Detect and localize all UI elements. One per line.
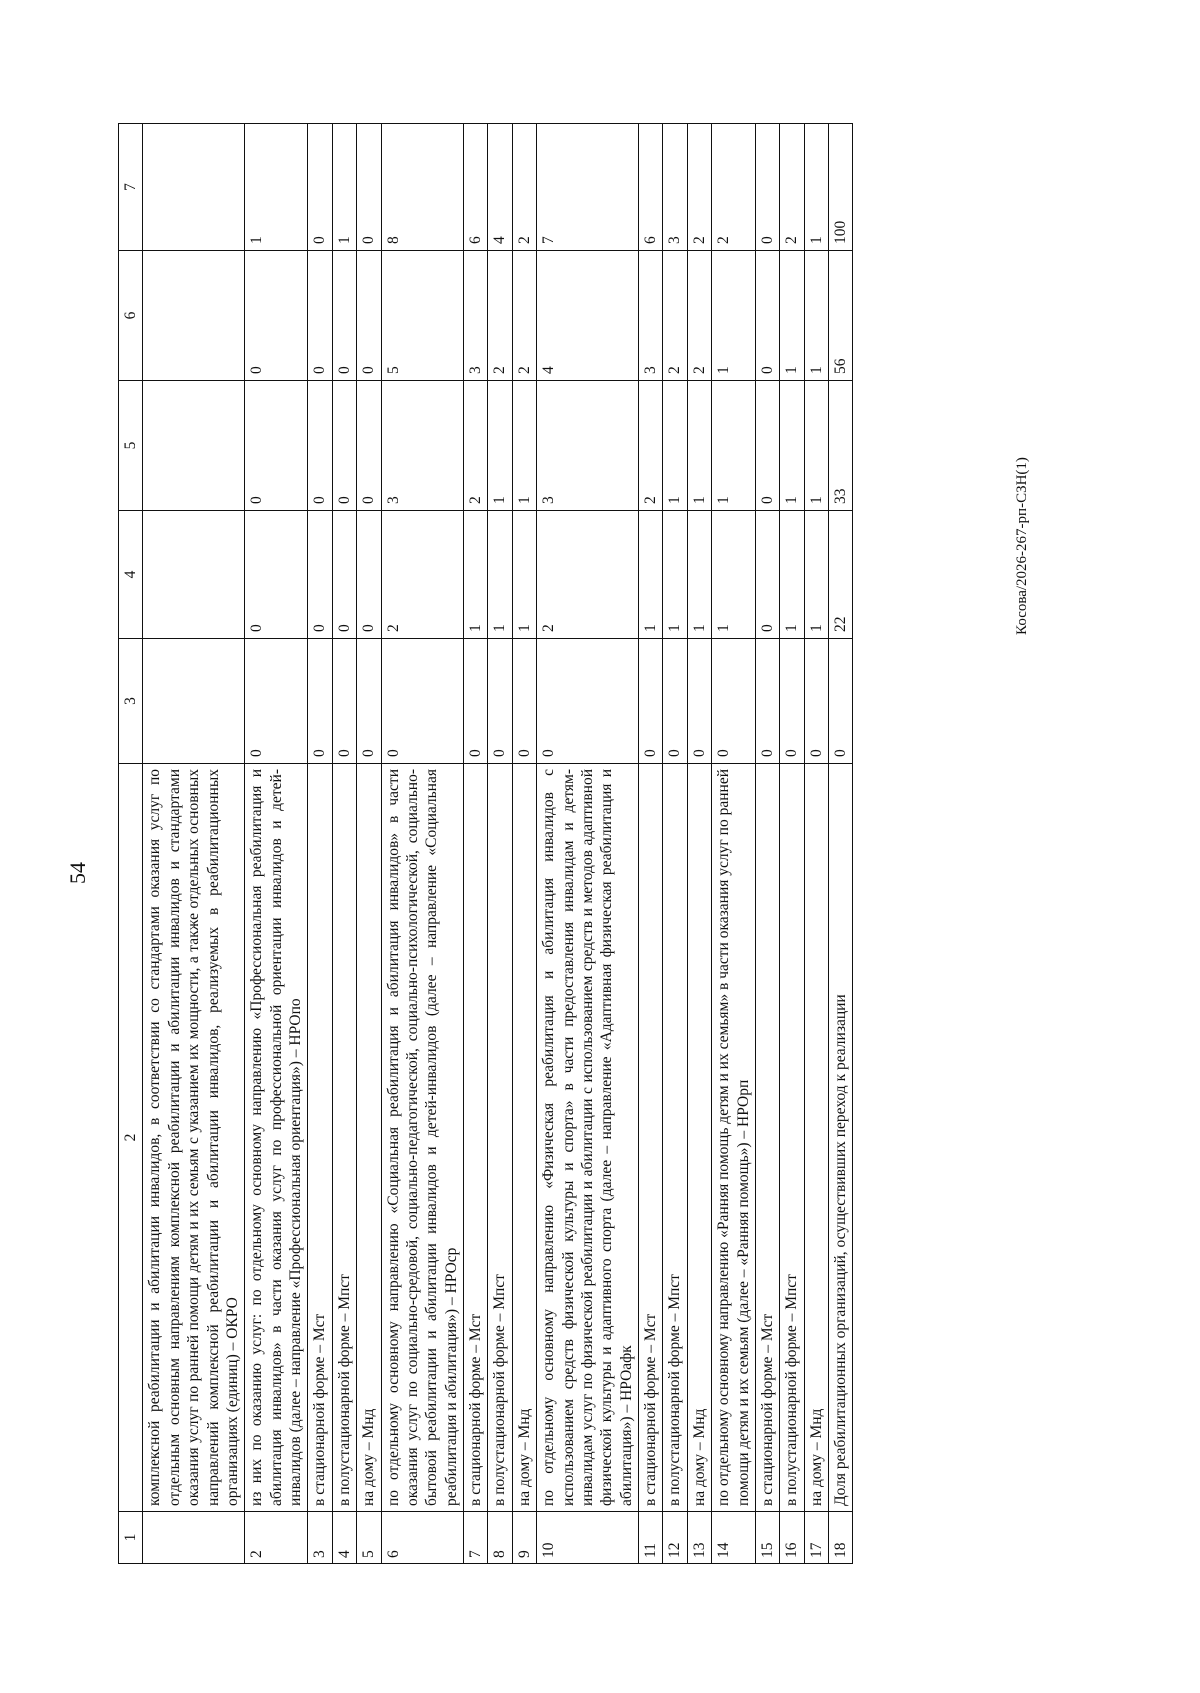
row-value: 0	[512, 639, 536, 764]
row-value: 0	[332, 381, 356, 511]
row-description: на дому – Мнд	[512, 764, 536, 1512]
col-header: 1	[119, 1512, 143, 1564]
row-value: 0	[308, 639, 332, 764]
row-description: в стационарной форме – Мст	[464, 764, 488, 1512]
row-value: 1	[639, 511, 663, 639]
row-value: 0	[755, 639, 779, 764]
table-row	[663, 124, 687, 1564]
row-number: 15	[755, 1512, 779, 1564]
row-value: 1	[332, 124, 356, 251]
col-header: 7	[119, 124, 143, 251]
row-value: 1	[780, 381, 804, 511]
row-value	[143, 639, 245, 764]
row-description: в полустационарной форме – Мпст	[663, 764, 687, 1512]
row-value: 1	[804, 124, 828, 251]
row-value: 0	[488, 639, 512, 764]
row-value: 7	[537, 124, 639, 251]
row-value	[143, 124, 245, 251]
row-value: 0	[755, 381, 779, 511]
row-number: 2	[245, 1512, 308, 1564]
row-description: Доля реабилитационных организаций, осуществивших переход к реализации	[829, 764, 853, 1512]
row-description: в стационарной форме – Мст	[639, 764, 663, 1512]
row-description: из них по оказанию услуг: по отдельному основному направлению «Профессиональная реабилитация и абилитация инвалидов» в части оказания услуг по профессиональной ориентации инвалидов и детей-инвалидов (далее – направление «Профессиональная ориентация») – НРОпо	[245, 764, 308, 1512]
row-number: 17	[804, 1512, 828, 1564]
row-number: 13	[687, 1512, 711, 1564]
table-row	[464, 124, 488, 1564]
row-value: 0	[464, 639, 488, 764]
table-row	[712, 124, 756, 1564]
row-description: в стационарной форме – Мст	[755, 764, 779, 1512]
row-number: 16	[780, 1512, 804, 1564]
row-value: 0	[537, 639, 639, 764]
row-value: 2	[488, 251, 512, 381]
row-value: 2	[537, 511, 639, 639]
table-row	[512, 124, 536, 1564]
table-row	[308, 124, 332, 1564]
row-value: 2	[381, 511, 464, 639]
row-number: 6	[381, 1512, 464, 1564]
row-description: на дому – Мнд	[357, 764, 381, 1512]
row-value: 0	[332, 511, 356, 639]
row-value: 2	[687, 124, 711, 251]
row-number: 14	[712, 1512, 756, 1564]
row-value: 1	[804, 511, 828, 639]
row-value: 100	[829, 124, 853, 251]
row-value: 0	[332, 639, 356, 764]
row-value: 22	[829, 511, 853, 639]
row-value: 3	[464, 251, 488, 381]
table-row	[488, 124, 512, 1564]
col-header: 3	[119, 639, 143, 764]
row-value: 4	[537, 251, 639, 381]
row-description: комплексной реабилитации и абилитации инвалидов, в соответствии со стандартами оказания услуг по отдельным основным направлениям комплексной реабилитации и абилитации инвалидов и стандартами оказания услуг по ранней помощи детям и их семьям с указанием их мощности, а также отдельных основных направлений комплексной реабилитации и абилитации инвалидов, реализуемых в реабилитационных организациях (единиц) – ОКРО	[143, 764, 245, 1512]
row-description: в полустационарной форме – Мпст	[780, 764, 804, 1512]
row-value: 1	[804, 251, 828, 381]
row-value: 2	[780, 124, 804, 251]
row-number: 5	[357, 1512, 381, 1564]
row-value: 3	[537, 381, 639, 511]
row-value: 2	[663, 251, 687, 381]
row-number: 18	[829, 1512, 853, 1564]
row-value: 0	[712, 639, 756, 764]
row-value: 0	[245, 381, 308, 511]
row-value: 1	[512, 381, 536, 511]
row-value: 1	[488, 381, 512, 511]
table-row	[687, 124, 711, 1564]
row-value	[143, 381, 245, 511]
row-value: 6	[639, 124, 663, 251]
row-value: 1	[780, 251, 804, 381]
col-header: 5	[119, 381, 143, 511]
row-number: 9	[512, 1512, 536, 1564]
row-value: 0	[780, 639, 804, 764]
row-value: 1	[804, 381, 828, 511]
page-number: 54	[65, 862, 90, 884]
row-number: 10	[537, 1512, 639, 1564]
row-value: 0	[308, 511, 332, 639]
row-value	[143, 251, 245, 381]
row-value: 1	[663, 381, 687, 511]
table-row	[780, 124, 804, 1564]
row-value: 0	[381, 639, 464, 764]
row-description: по отдельному основному направлению «Ранняя помощь детям и их семьям» в части оказания услуг по ранней помощи детям и их семьям (далее – «Ранняя помощь») – НРОрп	[712, 764, 756, 1512]
row-value: 4	[488, 124, 512, 251]
row-value: 0	[357, 251, 381, 381]
row-value: 2	[639, 381, 663, 511]
row-value: 0	[332, 251, 356, 381]
row-value: 0	[245, 639, 308, 764]
row-value: 1	[663, 511, 687, 639]
col-header: 2	[119, 764, 143, 1512]
row-value: 0	[308, 251, 332, 381]
header-row	[119, 124, 143, 1564]
row-value: 0	[755, 251, 779, 381]
row-value: 3	[663, 124, 687, 251]
row-number: 11	[639, 1512, 663, 1564]
row-value: 0	[308, 381, 332, 511]
row-value: 2	[512, 124, 536, 251]
table-row	[332, 124, 356, 1564]
row-value: 6	[464, 124, 488, 251]
row-value: 1	[712, 251, 756, 381]
row-value: 0	[829, 639, 853, 764]
row-value: 3	[381, 381, 464, 511]
row-value: 1	[780, 511, 804, 639]
table-row	[639, 124, 663, 1564]
row-value: 8	[381, 124, 464, 251]
row-description: в стационарной форме – Мст	[308, 764, 332, 1512]
row-description: на дому – Мнд	[687, 764, 711, 1512]
row-value: 1	[712, 381, 756, 511]
table-row	[143, 124, 245, 1564]
data-table	[118, 123, 853, 1564]
row-value: 0	[357, 511, 381, 639]
row-value: 0	[357, 124, 381, 251]
row-value: 0	[245, 511, 308, 639]
row-value: 1	[488, 511, 512, 639]
col-header: 6	[119, 251, 143, 381]
rotated-table-container	[118, 124, 1053, 1564]
row-value: 0	[357, 381, 381, 511]
table-row	[829, 124, 853, 1564]
row-value: 33	[829, 381, 853, 511]
row-number: 4	[332, 1512, 356, 1564]
row-value: 2	[712, 124, 756, 251]
row-description: в полустационарной форме – Мпст	[332, 764, 356, 1512]
row-value: 3	[639, 251, 663, 381]
table-row	[245, 124, 308, 1564]
row-value: 1	[687, 511, 711, 639]
row-value	[143, 511, 245, 639]
row-value: 0	[804, 639, 828, 764]
row-number: 7	[464, 1512, 488, 1564]
row-description: по отдельному основному направлению «Физическая реабилитация и абилитация инвалидов с использованием средств физической культуры и спорта» в части предоставления инвалидам и детям-инвалидам услуг по физической реабилитации и абилитации с использованием средств и методов адаптивной физической культуры и адаптивного спорта (далее – направление «Адаптивная физическая реабилитация и абилитация») – НРОафк	[537, 764, 639, 1512]
row-description: в полустационарной форме – Мпст	[488, 764, 512, 1512]
row-value: 0	[245, 251, 308, 381]
row-value: 2	[464, 381, 488, 511]
row-value: 2	[687, 251, 711, 381]
col-header: 4	[119, 511, 143, 639]
row-value: 0	[755, 511, 779, 639]
row-value: 1	[464, 511, 488, 639]
row-number	[143, 1512, 245, 1564]
row-value: 0	[639, 639, 663, 764]
row-number: 12	[663, 1512, 687, 1564]
row-value: 56	[829, 251, 853, 381]
table-row	[357, 124, 381, 1564]
row-value: 0	[357, 639, 381, 764]
row-value: 5	[381, 251, 464, 381]
row-value: 1	[687, 381, 711, 511]
row-value: 1	[245, 124, 308, 251]
row-number: 8	[488, 1512, 512, 1564]
row-value: 0	[308, 124, 332, 251]
row-value: 0	[755, 124, 779, 251]
row-value: 0	[663, 639, 687, 764]
table-row	[537, 124, 639, 1564]
row-value: 1	[512, 511, 536, 639]
row-number: 3	[308, 1512, 332, 1564]
row-value: 2	[512, 251, 536, 381]
table-row	[804, 124, 828, 1564]
row-value: 1	[712, 511, 756, 639]
row-description: по отдельному основному направлению «Социальная реабилитация и абилитация инвалидов» в части оказания услуг по социально-средовой, социально-педагогической, социально-психологической, социально-бытовой реабилитации и абилитации инвалидов и детей-инвалидов (далее – направление «Социальная реабилитация и абилитация») – НРОср	[381, 764, 464, 1512]
footer-code: Косова/2026-267-рп-СЗН(1)	[1014, 457, 1030, 635]
row-description: на дому – Мнд	[804, 764, 828, 1512]
table-row	[755, 124, 779, 1564]
table-row	[381, 124, 464, 1564]
row-value: 0	[687, 639, 711, 764]
